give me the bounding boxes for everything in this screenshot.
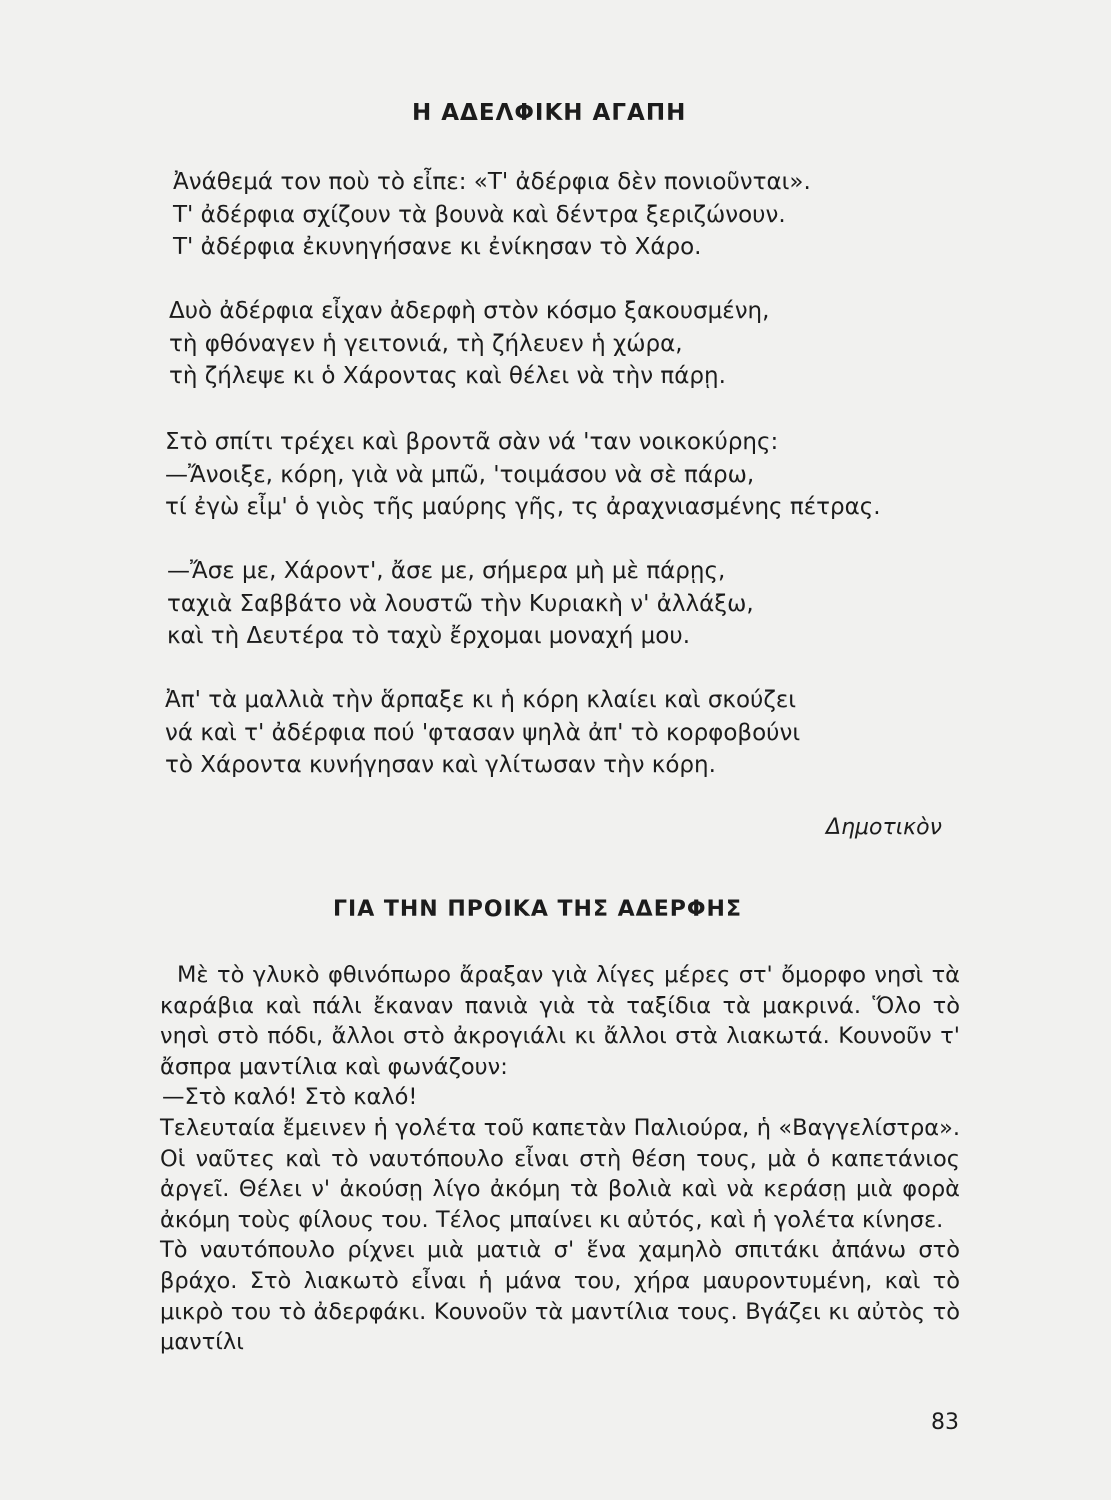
poem-line: Στὸ σπίτι τρέχει καὶ βροντᾶ σὰν νά 'ταν νοικοκύρης: [165,429,779,455]
poem-line: —Ἄσε με, Χάροντ', ἄσε με, σήμερα μὴ μὲ πάρῃς, [167,558,726,584]
poem-line: —Ἄνοιξε, κόρη, γιὰ νὰ μπῶ, 'τοιμάσου νὰ σὲ πάρω, [165,462,755,488]
poem-title: Η ΑΔΕΛΦΙΚΗ ΑΓΑΠΗ [412,100,687,126]
poem-line: Ἀνάθεμά τον ποὺ τὸ εἶπε: «Τ' ἀδέρφια δὲν πονιοῦνται». [173,169,811,195]
poem-line: τὴ ζήλεψε κι ὁ Χάροντας καὶ θέλει νὰ τὴν πάρῃ. [169,363,726,389]
poem-line: τὸ Χάροντα κυνήγησαν καὶ γλίτωσαν τὴν κόρη. [165,752,716,778]
poem-line: τί ἐγὼ εἶμ' ὁ γιὸς τῆς μαύρης γῆς, τς ἀραχνιασμένης πέτρας. [165,494,881,520]
poem-line: καὶ τὴ Δευτέρα τὸ ταχὺ ἔρχομαι μοναχή μου. [167,623,691,649]
story-paragraph: Μὲ τὸ γλυκὸ φθινόπωρο ἄραξαν γιὰ λίγες μέρες στ' ὄμορφο νησὶ τὰ καράβια καὶ πάλι ἔκαναν πανιὰ γιὰ τὰ ταξίδια τὰ μακρινά. Ὅλο τὸ νησὶ στὸ πόδι, ἄλλοι στὸ ἀκρογιάλι κι ἄλλοι στὰ λιακωτά. Κουνοῦν τ' ἄσπρα μαντίλια καὶ φωνάζουν: [160,962,960,1080]
story-paragraph: —Στὸ καλό! Στὸ καλό! [162,1084,418,1111]
page-number: 83 [931,1410,959,1435]
poem-line: νά καὶ τ' ἀδέρφια πού 'φτασαν ψηλὰ ἀπ' τὸ κορφοβούνι [165,720,801,746]
poem-line: Τ' ἀδέρφια σχίζουν τὰ βουνὰ καὶ δέντρα ξεριζώνουν. [173,202,786,228]
poem-line: Δυὸ ἀδέρφια εἶχαν ἀδερφὴ στὸν κόσμο ξακουσμένη, [169,298,770,324]
story-paragraph: Τὸ ναυτόπουλο ρίχνει μιὰ ματιὰ σ' ἕνα χαμηλὸ σπιτάκι ἀπάνω στὸ βράχο. Στὸ λιακωτὸ εἶναι ἡ μάνα του, χήρα μαυροντυμένη, καὶ τὸ μικρὸ του τὸ ἀδερφάκι. Κουνοῦν τὰ μαντίλια τους. Βγάζει κι αὐτὸς τὸ μαντίλι [160,1237,960,1356]
poem-source: Δημοτικὸν [826,815,942,840]
story-paragraph: Τελευταία ἔμεινεν ἡ γολέτα τοῦ καπετὰν Παλιούρα, ἡ «Βαγγελίστρα». Οἱ ναῦτες καὶ τὸ ναυτόπουλο εἶναι στὴ θέση τους, μὰ ὁ καπετάνιος ἀργεῖ. Θέλει ν' ἀκούσῃ λίγο ἀκόμη τὰ βολιὰ καὶ νὰ κεράσῃ μιὰ φορὰ ἀκόμη τοὺς φίλους του. Τέλος μπαίνει κι αὐτός, καὶ ἡ γολέτα κίνησε. [160,1114,960,1233]
story-title: ΓΙΑ ΤΗΝ ΠΡΟΙΚΑ ΤΗΣ ΑΔΕΡΦΗΣ [333,897,742,922]
poem-line: Τ' ἀδέρφια ἐκυνηγήσανε κι ἐνίκησαν τὸ Χάρο. [173,234,702,260]
poem-line: τὴ φθόναγεν ἡ γειτονιά, τὴ ζήλευεν ἡ χώρα, [169,331,683,357]
poem-line: ταχιὰ Σαββάτο νὰ λουστῶ τὴν Κυριακὴ ν' ἀλλάξω, [167,591,754,617]
story-body [160,960,960,1358]
poem-line: Ἀπ' τὰ μαλλιὰ τὴν ἅρπαξε κι ἡ κόρη κλαίει καὶ σκούζει [165,687,797,713]
